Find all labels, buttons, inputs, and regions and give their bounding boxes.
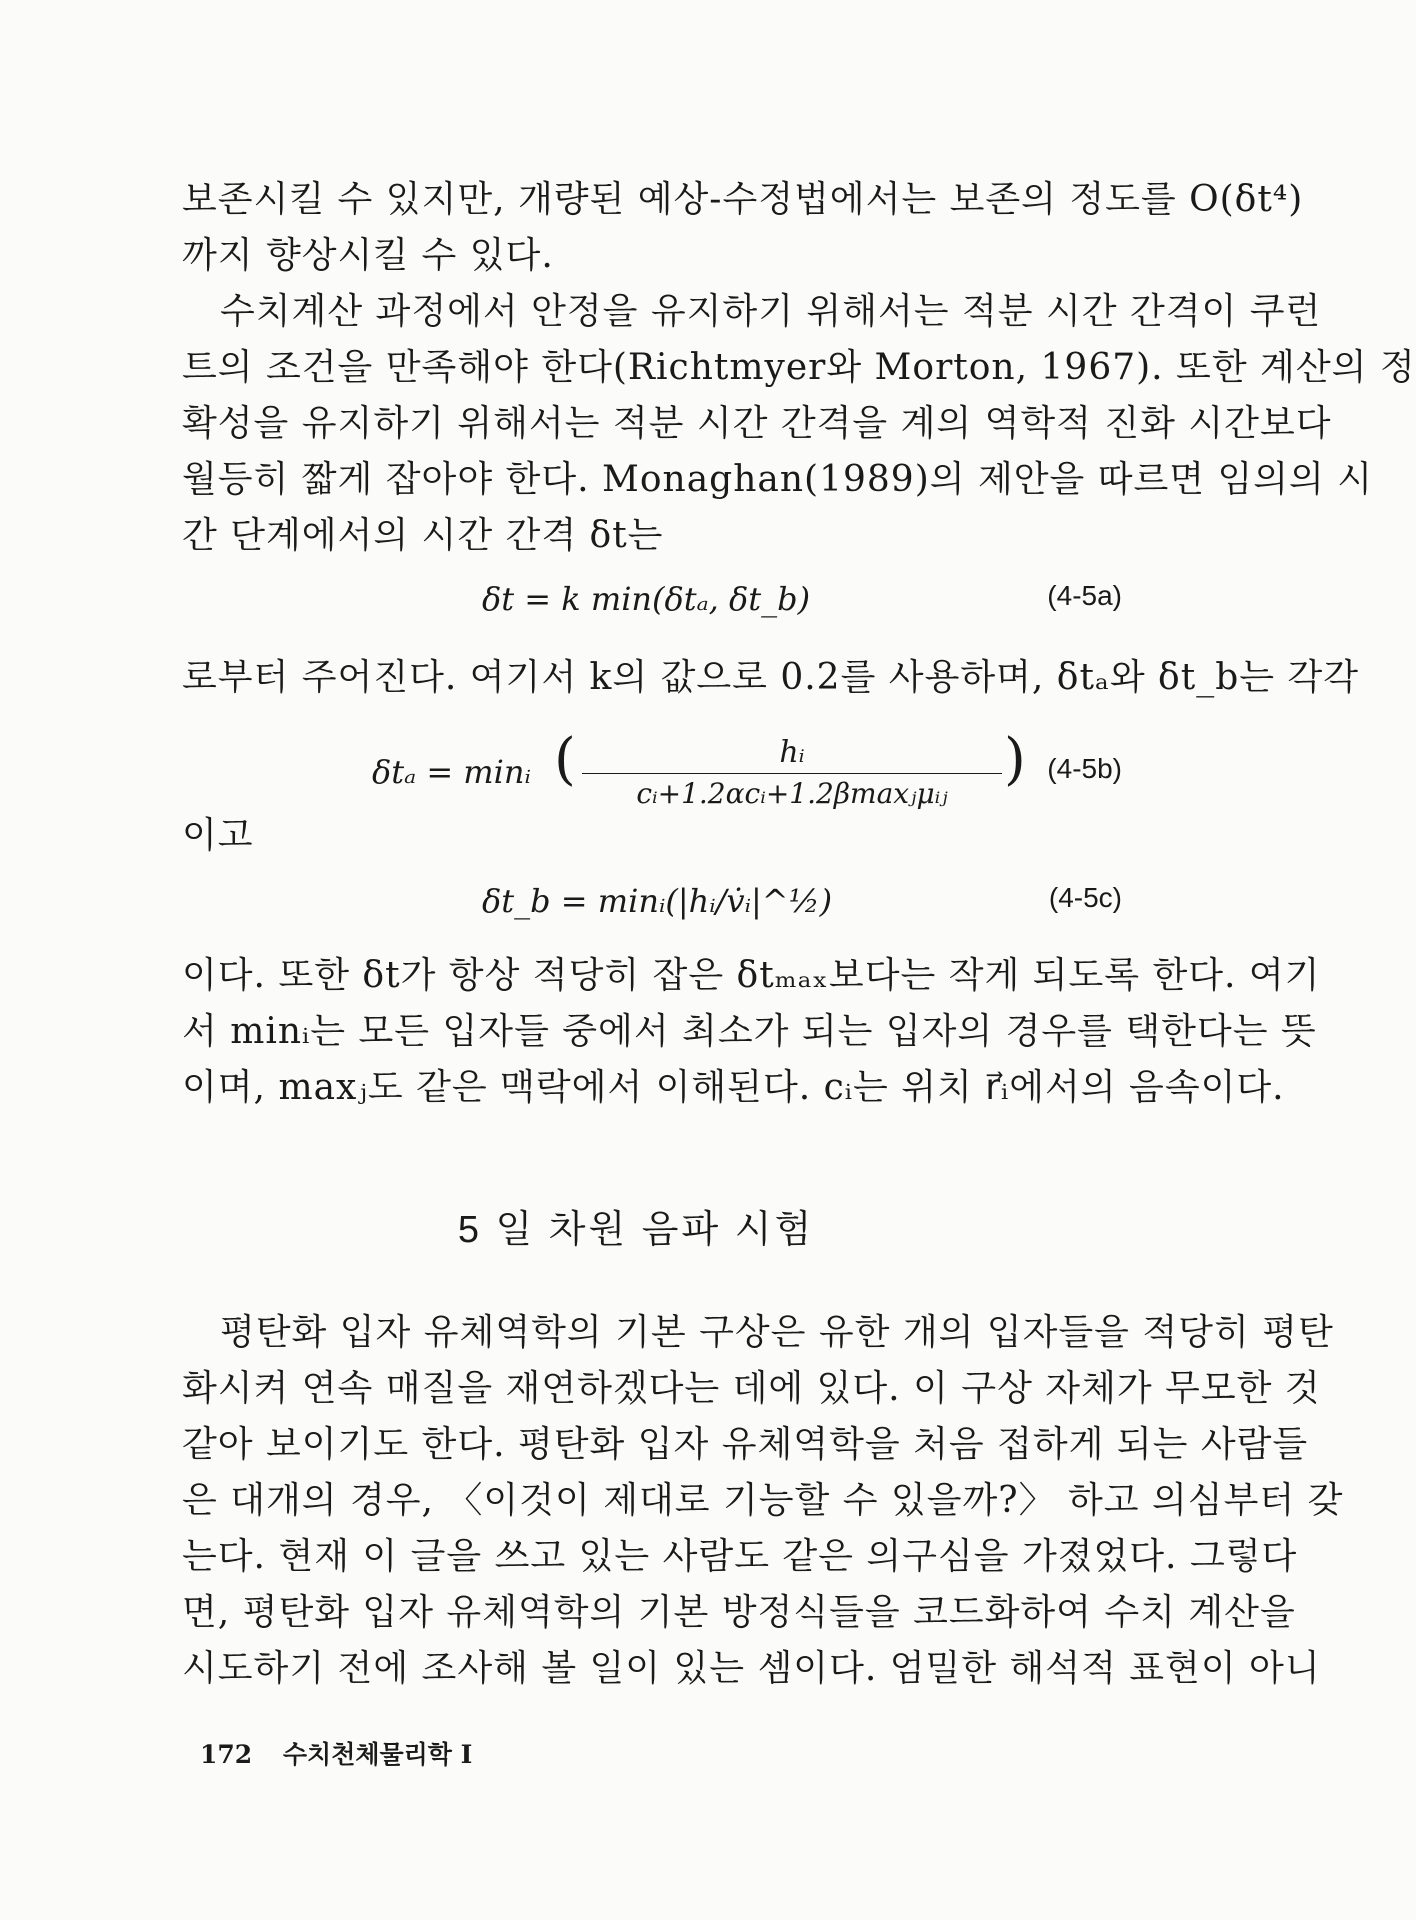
text-line: 이며, maxⱼ도 같은 맥락에서 이해된다. cᵢ는 위치 r⃗ᵢ에서의 음속이다. [182, 1067, 1285, 1108]
text-line: 은 대개의 경우, 〈이것이 제대로 기능할 수 있을까?〉 하고 의심부터 갖 [182, 1480, 1344, 1521]
text-line: 수치계산 과정에서 안정을 유지하기 위해서는 적분 시간 간격이 쿠런 [220, 291, 1322, 332]
left-paren: ( [554, 727, 576, 792]
text-line: 트의 조건을 만족해야 한다(Richtmyer와 Morton, 1967). 또한 계산의 정 [182, 347, 1416, 388]
text-line: 보존시킬 수 있지만, 개량된 예상-수정법에서는 보존의 정도를 O(δt⁴) [182, 179, 1304, 220]
text-line: 시도하기 전에 조사해 볼 일이 있는 셈이다. 엄밀한 해석적 표현이 아니 [182, 1648, 1321, 1689]
text-line: 평탄화 입자 유체역학의 기본 구상은 유한 개의 입자들을 적당히 평탄 [220, 1312, 1334, 1353]
text-line: 이다. 또한 δt가 항상 적당히 잡은 δtₘₐₓ보다는 작게 되도록 한다. 여기 [182, 955, 1321, 996]
text-line: 화시켜 연속 매질을 재연하겠다는 데에 있다. 이 구상 자체가 무모한 것 [182, 1368, 1321, 1409]
text-line: 같아 보이기도 한다. 평탄화 입자 유체역학을 처음 접하게 되는 사람들 [182, 1424, 1309, 1465]
right-paren: ) [1004, 727, 1026, 792]
text-line: 로부터 주어진다. 여기서 k의 값으로 0.2를 사용하며, δtₐ와 δt_b는 각각 [182, 657, 1360, 698]
equation-number: (4-5a) [1047, 580, 1122, 611]
equation-4-5c [182, 882, 1122, 942]
equation-formula: δt_b = minᵢ(|hᵢ/v̇ᵢ|^½) [482, 882, 833, 920]
fraction-numerator: hᵢ [779, 735, 805, 770]
page-footer [200, 1735, 494, 1771]
equation-number: (4-5c) [1048, 882, 1122, 913]
text-line: 는다. 현재 이 글을 쓰고 있는 사람도 같은 의구심을 가졌었다. 그렇다 [182, 1536, 1298, 1577]
fraction-denominator: cᵢ+1.2αcᵢ+1.2βmaxⱼμᵢⱼ [636, 777, 948, 810]
paragraph-min-max [182, 948, 1321, 1116]
equation-4-5a [182, 580, 1122, 640]
book-title: 수치천체물리학 I [282, 1740, 473, 1769]
text-line: 간 단계에서의 시간 간격 δt는 [182, 515, 664, 556]
text-line: 월등히 짧게 잡아야 한다. Monaghan(1989)의 제안을 따르면 임의의 시 [182, 459, 1374, 500]
page-number: 172 [200, 1740, 253, 1769]
paragraph-time-step [182, 284, 1416, 564]
paragraph-k-value [182, 650, 1360, 706]
paragraph-and [182, 808, 1122, 864]
text-line: 이고 [182, 815, 254, 856]
text-line: 면, 평탄화 입자 유체역학의 기본 방정식들을 코드화하여 수치 계산을 [182, 1592, 1296, 1633]
equation-number: (4-5b) [1047, 753, 1122, 784]
section-heading: 5 일 차원 음파 시험 [457, 1209, 815, 1251]
text-line: 서 minᵢ는 모든 입자들 중에서 최소가 되는 입자의 경우를 택한다는 뜻 [182, 1011, 1317, 1052]
text-line: 까지 향상시킬 수 있다. [182, 235, 554, 276]
equation-lhs: δtₐ = minᵢ [372, 753, 531, 791]
paragraph-sph-concept [182, 1305, 1344, 1697]
text-line: 확성을 유지하기 위해서는 적분 시간 간격을 계의 역학적 진화 시간보다 [182, 403, 1332, 444]
equation-formula: δt = k min(δtₐ, δt_b) [482, 580, 811, 618]
paragraph-conservation [182, 172, 1304, 284]
fraction-bar [582, 773, 1002, 774]
